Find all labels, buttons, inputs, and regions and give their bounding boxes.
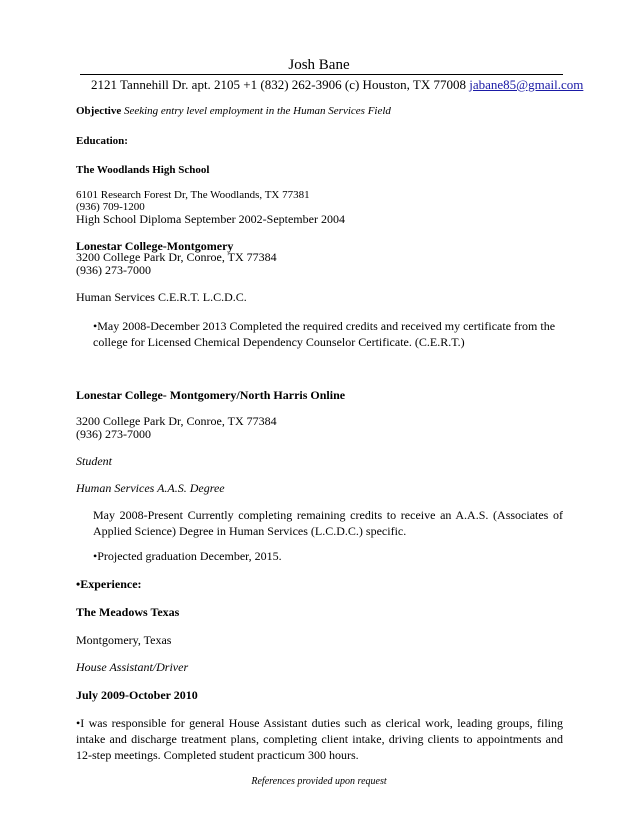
contact-line — [91, 77, 583, 93]
contact-text: 2121 Tannehill Dr. apt. 2105 +1 (832) 262-3906 (c) Houston, TX 77008 — [91, 77, 470, 92]
school2-address: 3200 College Park Dr, Conroe, TX 77384 — [76, 250, 277, 264]
employer-name: The Meadows Texas — [76, 605, 180, 619]
objective-label: Objective — [76, 105, 122, 117]
resume-name: Josh Bane — [288, 57, 350, 73]
school2-phone: (936) 273-7000 — [76, 263, 151, 277]
header-divider — [80, 74, 563, 75]
experience-heading: •Experience: — [76, 577, 142, 591]
school1-address: 6101 Research Forest Dr, The Woodlands, TX 77381 — [76, 189, 310, 201]
job-dates: July 2009-October 2010 — [76, 688, 198, 702]
email-link[interactable]: jabane85@gmail.com — [469, 77, 584, 92]
school3-address: 3200 College Park Dr, Conroe, TX 77384 — [76, 414, 277, 428]
school3-degree: Human Services A.A.S. Degree — [76, 481, 225, 495]
school3-graduation: •Projected graduation December, 2015. — [93, 549, 282, 563]
objective-line — [76, 105, 391, 117]
school3-detail: May 2008-Present Currently completing remaining credits to receive an A.A.S. (Associates of Applied Science) Degree in Human Services (L.C.D.C.) specific. — [93, 508, 563, 538]
school1-diploma: High School Diploma September 2002-September 2004 — [76, 212, 345, 226]
school3-phone: (936) 273-7000 — [76, 427, 151, 441]
job-description: •I was responsible for general House Assistant duties such as clerical work, leading groups, filing intake and discharge treatment plans, completing client intake, driving clients to appointments and 12-step meetings. Completed student practicum 300 hours. — [76, 716, 563, 762]
school3-name: Lonestar College- Montgomery/North Harris Online — [76, 388, 346, 402]
objective-text: Seeking entry level employment in the Human Services Field — [123, 105, 391, 117]
employer-location: Montgomery, Texas — [76, 633, 172, 647]
references-footer: References provided upon request — [251, 776, 387, 787]
education-heading: Education: — [76, 135, 128, 147]
school1-phone: (936) 709-1200 — [76, 201, 145, 213]
school3-status: Student — [76, 454, 112, 468]
job-role: House Assistant/Driver — [76, 660, 189, 674]
school1-name: The Woodlands High School — [76, 164, 210, 176]
school2-bullet: •May 2008-December 2013 Completed the required credits and received my certificate from the college for Licensed Chemical Dependency Counselor Certificate. (C.E.R.T.) — [93, 319, 556, 349]
school2-program: Human Services C.E.R.T. L.C.D.C. — [76, 290, 247, 304]
school2-name: Lonestar College-Montgomery — [76, 239, 234, 253]
